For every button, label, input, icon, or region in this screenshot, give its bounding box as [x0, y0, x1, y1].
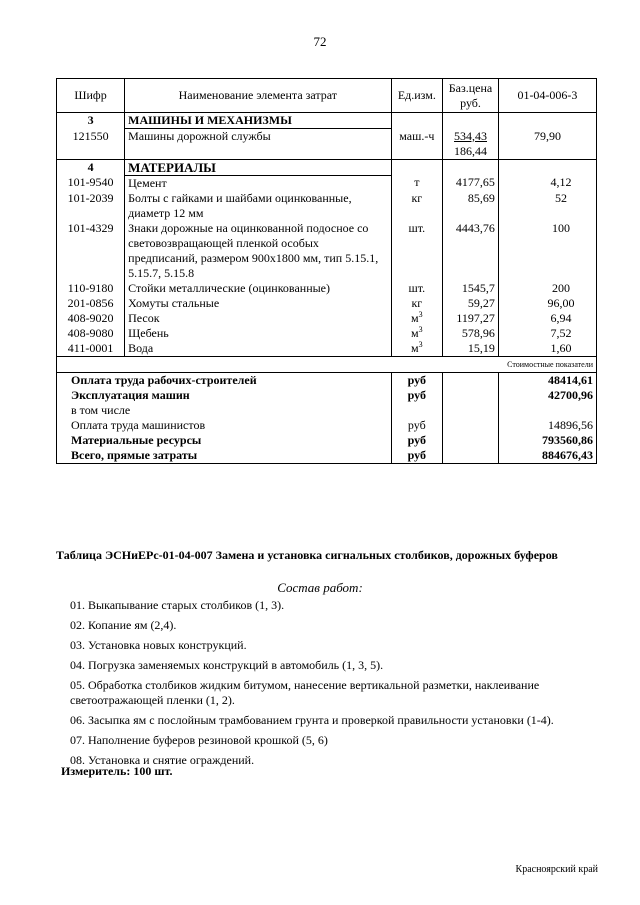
work-composition-title: Состав работ:: [277, 580, 363, 595]
unit-superscript: 3: [418, 339, 423, 349]
section-row-materials: [57, 159, 597, 175]
summary-value: 48414,61: [498, 372, 596, 388]
section-title: МАШИНЫ И МЕХАНИЗМЫ: [125, 113, 391, 129]
header-name: Наименование элемента затрат: [125, 79, 391, 113]
row-code: 201-0856: [57, 296, 125, 311]
table-row: [57, 296, 597, 311]
row-unit: т: [391, 175, 443, 191]
summary-label: Материальные ресурсы: [57, 433, 392, 448]
table-row: [57, 129, 597, 160]
row-code: 411-0001: [57, 341, 125, 357]
table-row: [57, 221, 597, 281]
work-list: [70, 598, 600, 773]
summary-row-labor: [57, 372, 597, 388]
summary-row-total: [57, 448, 597, 464]
section-number: 4: [57, 159, 125, 175]
row-price-main: 534,43: [454, 128, 488, 143]
unit-base: м: [411, 310, 419, 325]
summary-row-materials: [57, 433, 597, 448]
row-unit: [391, 341, 443, 357]
table-row: [57, 191, 597, 221]
row-code: 101-9540: [57, 175, 125, 191]
summary-label: Эксплуатация машин: [57, 388, 392, 403]
summary-row-drivers: [57, 418, 597, 433]
summary-label: в том числе: [57, 403, 392, 418]
table-row: [57, 175, 597, 191]
summary-unit: руб: [391, 433, 443, 448]
row-value: 200: [498, 281, 596, 296]
row-value: 4,12: [498, 175, 596, 191]
list-item: 03. Установка новых конструкций.: [70, 638, 247, 652]
row-code: 101-4329: [57, 221, 125, 281]
row-unit: [391, 311, 443, 326]
row-name: Хомуты стальные: [125, 296, 391, 311]
unit-base: м: [411, 340, 419, 355]
row-price: 1197,27: [443, 311, 499, 326]
row-code: 121550: [57, 129, 125, 160]
row-value: 52: [498, 191, 596, 221]
row-unit: маш.-ч: [391, 129, 443, 160]
summary-label: Оплата труда рабочих-строителей: [57, 372, 392, 388]
unit-base: м: [411, 325, 419, 340]
list-item: 01. Выкапывание старых столбиков (1, 3).: [70, 598, 285, 612]
list-item: 04. Погрузка заменяемых конструкций в автомобиль (1, 3, 5).: [70, 658, 384, 672]
row-value: 79,90: [498, 129, 596, 160]
row-name: Знаки дорожные на оцинкованной подосное со световозвращающей пленкой особых предписаний, размером 900х1800 мм, тип 5.15.1, 5.15.7, 5.15.8: [125, 221, 391, 281]
row-name: Стойки металлические (оцинкованные): [125, 281, 391, 296]
row-name: Болты с гайками и шайбами оцинкованные, диаметр 12 мм: [125, 191, 391, 221]
row-code: 101-2039: [57, 191, 125, 221]
table-row: [57, 281, 597, 296]
region-footer: Красноярский край: [515, 864, 598, 875]
row-price: 85,69: [443, 191, 499, 221]
list-item: 02. Копание ям (2,4).: [70, 618, 177, 632]
row-unit: кг: [391, 191, 443, 221]
row-code: 408-9020: [57, 311, 125, 326]
row-name: Щебень: [125, 326, 391, 341]
header-base-price: Баз.цена руб.: [443, 79, 499, 113]
summary-unit: руб: [391, 418, 443, 433]
table-row: [57, 326, 597, 341]
row-price: 1545,7: [443, 281, 499, 296]
table-caption: Таблица ЭСНиЕРс-01-04-007 Замена и установка сигнальных столбиков, дорожных буферов: [56, 548, 558, 562]
row-price: [443, 129, 499, 160]
row-value: 1,60: [498, 341, 596, 357]
unit-superscript: 3: [418, 324, 423, 334]
row-unit: кг: [391, 296, 443, 311]
table-row: [57, 341, 597, 357]
header-unit: Ед.изм.: [391, 79, 443, 113]
row-unit: шт.: [391, 221, 443, 281]
row-code: 408-9080: [57, 326, 125, 341]
list-item: 08. Установка и снятие ограждений.: [70, 753, 255, 767]
header-norm: 01-04-006-3: [498, 79, 596, 113]
summary-value: 14896,56: [498, 418, 596, 433]
row-value: 6,94: [498, 311, 596, 326]
summary-unit: руб: [391, 388, 443, 403]
unit-superscript: 3: [418, 309, 423, 319]
row-value: 7,52: [498, 326, 596, 341]
row-name: Вода: [125, 341, 391, 357]
row-price: 15,19: [443, 341, 499, 357]
row-unit: [391, 326, 443, 341]
summary-unit: руб: [391, 372, 443, 388]
section-number: 3: [57, 113, 125, 129]
cost-table: [56, 78, 597, 464]
table-row: [57, 311, 597, 326]
list-item: 06. Засыпка ям с послойным трамбованием грунта и проверкой правильности установки (1-4).: [70, 713, 554, 727]
row-name: Песок: [125, 311, 391, 326]
row-name: Цемент: [125, 175, 391, 191]
page-number: 72: [313, 34, 327, 49]
row-name: Машины дорожной службы: [125, 129, 391, 160]
summary-label: Всего, прямые затраты: [57, 448, 392, 464]
section-row-machines: [57, 113, 597, 129]
header-code: Шифр: [57, 79, 125, 113]
summary-row-including: [57, 403, 597, 418]
row-code: 110-9180: [57, 281, 125, 296]
cost-indicators-row: [57, 356, 597, 372]
row-unit: шт.: [391, 281, 443, 296]
cost-indicators-label: Стоимостные показатели: [57, 356, 597, 372]
section-title: МАТЕРИАЛЫ: [125, 159, 391, 175]
table-header-row: [57, 79, 597, 113]
row-price-secondary: 186,44: [454, 143, 488, 158]
row-value: 96,00: [498, 296, 596, 311]
list-item: 07. Наполнение буферов резиновой крошкой (5, 6): [70, 733, 328, 747]
row-price: 4443,76: [443, 221, 499, 281]
row-price: 4177,65: [443, 175, 499, 191]
summary-value: 884676,43: [498, 448, 596, 464]
summary-value: 793560,86: [498, 433, 596, 448]
summary-value: 42700,96: [498, 388, 596, 403]
summary-row-machines: [57, 388, 597, 403]
summary-unit: руб: [391, 448, 443, 464]
meter: Измеритель: 100 шт.: [61, 764, 173, 778]
row-value: 100: [498, 221, 596, 281]
row-price: 59,27: [443, 296, 499, 311]
list-item: 05. Обработка столбиков жидким битумом, нанесение вертикальной разметки, наклеивание светоотражающей пленки (1, 2).: [70, 678, 540, 707]
summary-label: Оплата труда машинистов: [57, 418, 392, 433]
row-price: 578,96: [443, 326, 499, 341]
